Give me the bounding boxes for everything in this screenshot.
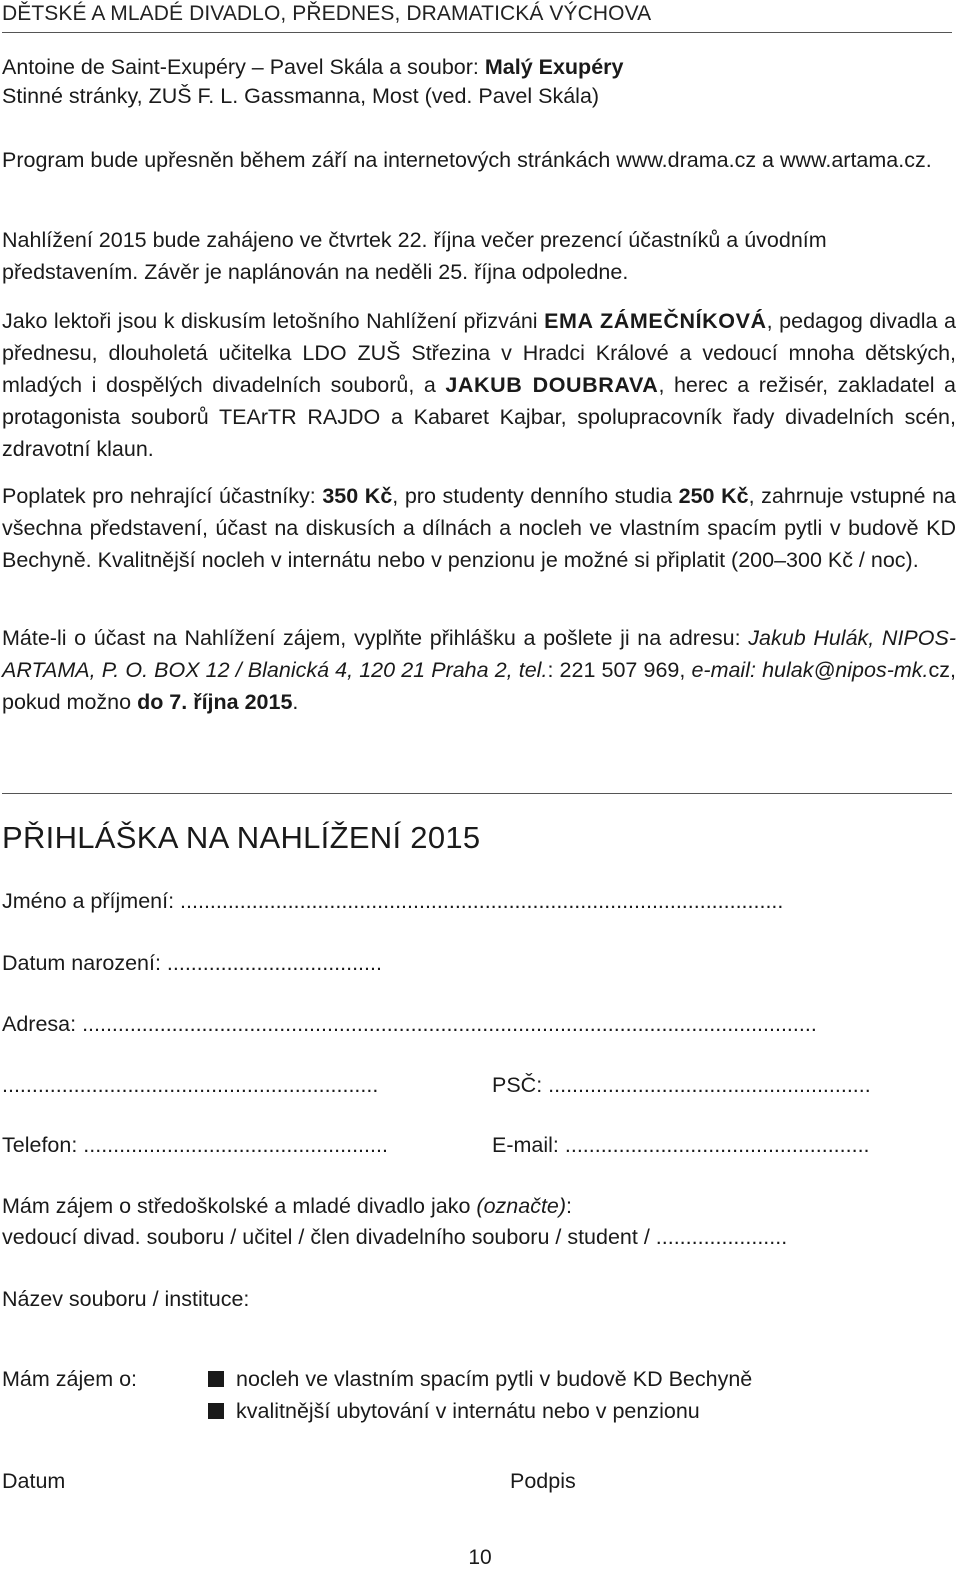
interest-colon: : (566, 1194, 573, 1218)
contact-address: Jakub Hulák, NIPOS-ARTAMA, P. O. BOX 12 / Blanická 4, 120 21 Praha 2, tel. (2, 626, 956, 682)
accommodation-option-dormitory[interactable] (208, 1396, 700, 1426)
section-header: DĚTSKÉ A MLADÉ DIVADLO, PŘEDNES, DRAMATICKÁ VÝCHOVA (2, 2, 952, 33)
lecturers-text-3: , herec a režisér, zakladatel a protagonista souborů TEArTR RAJDO a Kabaret Kajbar, spolupracovník řady divadelních scén, zdravotní klaun. (2, 373, 956, 461)
interest-question (2, 1191, 948, 1221)
contact-text-4: . (292, 690, 299, 714)
divider (2, 793, 952, 794)
contact-phone: : 221 507 969, (547, 658, 692, 682)
page-number: 10 (468, 1546, 492, 1569)
address-field[interactable]: Adresa: ........................................................................................................................... (2, 1012, 817, 1036)
name-field[interactable]: Jméno a příjmení: ..................................................................................................... (2, 889, 784, 913)
lecturers-paragraph (2, 305, 956, 465)
checkbox-square-icon[interactable] (208, 1403, 224, 1419)
accommodation-label: Mám zájem o: (2, 1367, 138, 1391)
option-label: nocleh ve vlastním spacím pytli v budově KD Bechyně (236, 1367, 753, 1391)
performance-title: Malý Exupéry (484, 55, 624, 79)
interest-hint: (označte) (476, 1194, 567, 1218)
contact-text-3: cz, pokud možno (2, 658, 956, 714)
fee-text-1: Poplatek pro nehrající účastníky: (2, 484, 323, 508)
lecturer-name-1: EMA ZÁMEČNÍKOVÁ (544, 309, 767, 333)
fee-text-2: , pro studenty denního studia (392, 484, 679, 508)
address-line-2-field[interactable]: ............................................................... (2, 1073, 379, 1097)
schedule-note: Nahlížení 2015 bude zahájeno ve čtvrtek 22. října večer prezencí účastníků a úvodním představením. Závěr je naplánován na neděli 25. října odpoledne. (2, 228, 827, 284)
form-title: PŘIHLÁŠKA NA NAHLÍŽENÍ 2015 (2, 820, 481, 855)
performance-title-prefix: Antoine de Saint-Exupéry – Pavel Skála a soubor: (2, 55, 485, 79)
lecturers-text-2: , pedagog divadla a přednesu, dlouholetá učitelka LDO ZUŠ Střezina v Hradci Králové a vedoucí mnoha dětských, mladých i dospělých divadelních souborů, a (2, 309, 956, 397)
lecturer-name-2: JAKUB DOUBRAVA (445, 373, 659, 397)
postcode-field[interactable]: PSČ: ...................................................... (492, 1073, 871, 1097)
lecturers-text-1: Jako lektoři jsou k diskusím letošního Nahlížení přizváni (2, 309, 545, 333)
phone-field[interactable]: Telefon: ................................................... (2, 1133, 388, 1157)
role-options[interactable]: vedoucí divad. souboru / učitel / člen divadelního souboru / student / ...................... (2, 1225, 788, 1249)
contact-paragraph (2, 622, 956, 718)
institution-field[interactable]: Název souboru / instituce: (2, 1287, 250, 1311)
birthdate-field[interactable]: Datum narození: .................................... (2, 951, 382, 975)
date-label: Datum (2, 1469, 66, 1493)
interest-label: Mám zájem o středoškolské a mladé divadlo jako (2, 1194, 477, 1218)
fee-price-1: 350 Kč (322, 484, 393, 508)
contact-deadline: do 7. října 2015 (137, 690, 293, 714)
contact-email: e-mail: hulak@nipos-mk. (691, 658, 929, 682)
performance-ensemble: Stinné stránky, ZUŠ F. L. Gassmanna, Most (ved. Pavel Skála) (2, 84, 600, 108)
fee-text-3: , zahrnuje vstupné na všechna představení, účast na diskusích a dílnách a nocleh ve vlastním spacím pytli v budově KD Bechyně. Kvalitnější nocleh v internátu nebo v penzionu je možné si připlatit (200–300 Kč / noc). (2, 484, 956, 572)
accommodation-option-sleeping-bag[interactable] (208, 1364, 752, 1394)
option-label: kvalitnější ubytování v internátu nebo v penzionu (236, 1399, 700, 1423)
signature-label: Podpis (510, 1469, 576, 1493)
program-note: Program bude upřesněn během září na internetových stránkách www.drama.cz a www.artama.cz. (2, 148, 932, 172)
checkbox-square-icon[interactable] (208, 1371, 224, 1387)
fee-price-2: 250 Kč (678, 484, 749, 508)
email-field[interactable]: E-mail: ................................................... (492, 1133, 870, 1157)
contact-text-1: Máte-li o účast na Nahlížení zájem, vyplňte přihlášku a pošlete ji na adresu: (2, 626, 749, 650)
performance-credit (2, 53, 956, 111)
fee-paragraph (2, 480, 956, 576)
